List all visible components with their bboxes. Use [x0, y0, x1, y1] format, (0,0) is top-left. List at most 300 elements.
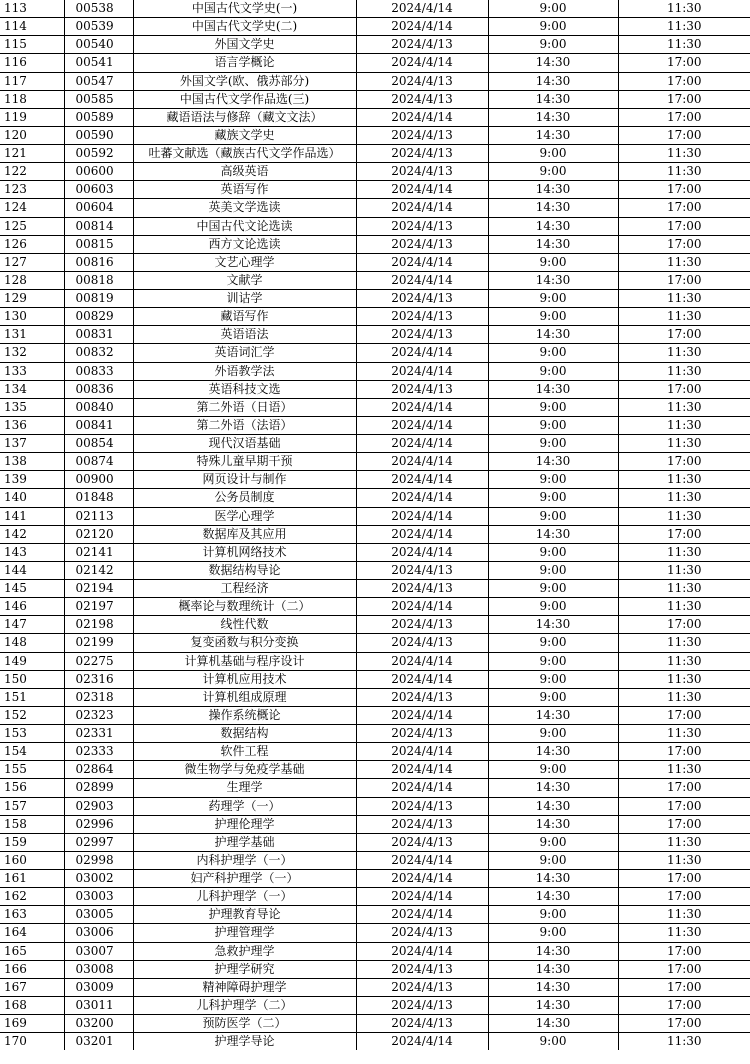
course-code-cell: 00538	[64, 0, 133, 18]
course-code-cell: 02899	[64, 779, 133, 797]
course-name-cell: 儿科护理学（二）	[133, 996, 356, 1014]
start-time-cell: 14:30	[488, 271, 618, 289]
course-code-cell: 00836	[64, 380, 133, 398]
table-row	[0, 199, 750, 217]
course-name-cell: 外国文学史	[133, 36, 356, 54]
course-name-cell: 藏语语法与修辞（藏文文法）	[133, 108, 356, 126]
end-time-cell: 11:30	[618, 833, 750, 851]
start-time-cell: 9:00	[488, 163, 618, 181]
exam-date-cell: 2024/4/14	[356, 851, 488, 869]
course-code-cell: 03009	[64, 978, 133, 996]
course-name-cell: 文艺心理学	[133, 253, 356, 271]
course-name-cell: 数据结构	[133, 725, 356, 743]
exam-date-cell: 2024/4/13	[356, 978, 488, 996]
row-number-cell: 167	[0, 978, 64, 996]
exam-date-cell: 2024/4/14	[356, 942, 488, 960]
course-name-cell: 中国古代文学史(一)	[133, 0, 356, 18]
table-row	[0, 833, 750, 851]
table-row	[0, 453, 750, 471]
exam-date-cell: 2024/4/13	[356, 924, 488, 942]
exam-date-cell: 2024/4/14	[356, 181, 488, 199]
course-name-cell: 医学心理学	[133, 507, 356, 525]
row-number-cell: 143	[0, 543, 64, 561]
table-row	[0, 634, 750, 652]
exam-date-cell: 2024/4/13	[356, 688, 488, 706]
exam-date-cell: 2024/4/14	[356, 271, 488, 289]
row-number-cell: 169	[0, 1015, 64, 1033]
end-time-cell: 17:00	[618, 181, 750, 199]
course-code-cell: 02331	[64, 725, 133, 743]
start-time-cell: 14:30	[488, 616, 618, 634]
course-code-cell: 03011	[64, 996, 133, 1014]
row-number-cell: 166	[0, 960, 64, 978]
course-name-cell: 线性代数	[133, 616, 356, 634]
exam-date-cell: 2024/4/14	[356, 761, 488, 779]
row-number-cell: 139	[0, 471, 64, 489]
course-code-cell: 00854	[64, 435, 133, 453]
exam-date-cell: 2024/4/14	[356, 543, 488, 561]
course-name-cell: 藏语写作	[133, 308, 356, 326]
start-time-cell: 14:30	[488, 888, 618, 906]
end-time-cell: 17:00	[618, 996, 750, 1014]
end-time-cell: 17:00	[618, 453, 750, 471]
table-row	[0, 290, 750, 308]
end-time-cell: 17:00	[618, 978, 750, 996]
exam-date-cell: 2024/4/13	[356, 308, 488, 326]
end-time-cell: 17:00	[618, 199, 750, 217]
course-name-cell: 内科护理学（一）	[133, 851, 356, 869]
row-number-cell: 131	[0, 326, 64, 344]
table-row	[0, 942, 750, 960]
course-code-cell: 00585	[64, 90, 133, 108]
exam-date-cell: 2024/4/13	[356, 1015, 488, 1033]
table-row	[0, 416, 750, 434]
start-time-cell: 9:00	[488, 0, 618, 18]
exam-date-cell: 2024/4/13	[356, 616, 488, 634]
course-name-cell: 藏族文学史	[133, 126, 356, 144]
row-number-cell: 124	[0, 199, 64, 217]
table-row	[0, 561, 750, 579]
row-number-cell: 159	[0, 833, 64, 851]
course-code-cell: 02113	[64, 507, 133, 525]
course-code-cell: 00818	[64, 271, 133, 289]
end-time-cell: 17:00	[618, 870, 750, 888]
course-name-cell: 护理伦理学	[133, 815, 356, 833]
exam-date-cell: 2024/4/14	[356, 706, 488, 724]
end-time-cell: 17:00	[618, 54, 750, 72]
course-name-cell: 英美文学选读	[133, 199, 356, 217]
start-time-cell: 9:00	[488, 435, 618, 453]
table-row	[0, 271, 750, 289]
course-code-cell: 02323	[64, 706, 133, 724]
start-time-cell: 14:30	[488, 108, 618, 126]
end-time-cell: 17:00	[618, 960, 750, 978]
exam-date-cell: 2024/4/14	[356, 743, 488, 761]
course-code-cell: 02333	[64, 743, 133, 761]
start-time-cell: 9:00	[488, 471, 618, 489]
course-name-cell: 英语科技文选	[133, 380, 356, 398]
end-time-cell: 17:00	[618, 126, 750, 144]
exam-date-cell: 2024/4/13	[356, 580, 488, 598]
start-time-cell: 9:00	[488, 36, 618, 54]
start-time-cell: 14:30	[488, 72, 618, 90]
exam-date-cell: 2024/4/14	[356, 670, 488, 688]
course-code-cell: 00833	[64, 362, 133, 380]
course-code-cell: 00604	[64, 199, 133, 217]
row-number-cell: 152	[0, 706, 64, 724]
table-row	[0, 598, 750, 616]
course-name-cell: 概率论与数理统计（二）	[133, 598, 356, 616]
start-time-cell: 14:30	[488, 326, 618, 344]
exam-date-cell: 2024/4/14	[356, 906, 488, 924]
start-time-cell: 14:30	[488, 815, 618, 833]
table-row	[0, 996, 750, 1014]
end-time-cell: 17:00	[618, 525, 750, 543]
course-name-cell: 预防医学（二）	[133, 1015, 356, 1033]
course-name-cell: 训诂学	[133, 290, 356, 308]
course-code-cell: 00815	[64, 235, 133, 253]
course-name-cell: 英语语法	[133, 326, 356, 344]
course-code-cell: 00841	[64, 416, 133, 434]
course-name-cell: 中国古代文学史(二)	[133, 18, 356, 36]
course-code-cell: 02996	[64, 815, 133, 833]
course-code-cell: 00900	[64, 471, 133, 489]
course-code-cell: 02275	[64, 652, 133, 670]
row-number-cell: 142	[0, 525, 64, 543]
exam-date-cell: 2024/4/14	[356, 471, 488, 489]
course-name-cell: 高级英语	[133, 163, 356, 181]
end-time-cell: 11:30	[618, 561, 750, 579]
table-row	[0, 743, 750, 761]
course-code-cell: 00589	[64, 108, 133, 126]
course-code-cell: 00831	[64, 326, 133, 344]
exam-date-cell: 2024/4/14	[356, 18, 488, 36]
row-number-cell: 140	[0, 489, 64, 507]
table-row	[0, 126, 750, 144]
row-number-cell: 157	[0, 797, 64, 815]
course-code-cell: 00840	[64, 398, 133, 416]
row-number-cell: 117	[0, 72, 64, 90]
start-time-cell: 14:30	[488, 870, 618, 888]
course-code-cell: 02141	[64, 543, 133, 561]
row-number-cell: 168	[0, 996, 64, 1014]
table-row	[0, 815, 750, 833]
end-time-cell: 11:30	[618, 36, 750, 54]
start-time-cell: 14:30	[488, 960, 618, 978]
table-row	[0, 435, 750, 453]
exam-date-cell: 2024/4/14	[356, 870, 488, 888]
start-time-cell: 14:30	[488, 54, 618, 72]
table-row	[0, 362, 750, 380]
end-time-cell: 11:30	[618, 761, 750, 779]
course-name-cell: 复变函数与积分变换	[133, 634, 356, 652]
row-number-cell: 144	[0, 561, 64, 579]
course-code-cell: 02997	[64, 833, 133, 851]
end-time-cell: 11:30	[618, 471, 750, 489]
table-row	[0, 489, 750, 507]
start-time-cell: 14:30	[488, 199, 618, 217]
end-time-cell: 17:00	[618, 942, 750, 960]
start-time-cell: 14:30	[488, 380, 618, 398]
course-name-cell: 生理学	[133, 779, 356, 797]
exam-date-cell: 2024/4/14	[356, 652, 488, 670]
row-number-cell: 160	[0, 851, 64, 869]
start-time-cell: 14:30	[488, 1015, 618, 1033]
end-time-cell: 11:30	[666, 1034, 702, 1049]
row-number-cell: 141	[0, 507, 64, 525]
start-time-cell: 14:30	[488, 743, 618, 761]
exam-date-cell: 2024/4/13	[356, 126, 488, 144]
end-time-cell: 11:30	[618, 580, 750, 598]
course-name-cell: 文献学	[133, 271, 356, 289]
exam-date-cell: 2024/4/14	[356, 888, 488, 906]
row-number-cell: 128	[0, 271, 64, 289]
row-number-cell: 134	[0, 380, 64, 398]
course-code-cell: 00829	[64, 308, 133, 326]
table-row	[0, 688, 750, 706]
row-number-cell: 120	[0, 126, 64, 144]
course-name-cell: 第二外语（法语）	[133, 416, 356, 434]
course-code-cell: 03002	[64, 870, 133, 888]
exam-date-cell: 2024/4/13	[356, 815, 488, 833]
start-time-cell: 9:00	[488, 290, 618, 308]
start-time-cell: 14:30	[488, 181, 618, 199]
table-row	[0, 706, 750, 724]
table-row	[0, 36, 750, 54]
start-time-cell: 9:00	[488, 543, 618, 561]
course-name-cell: 护理学研究	[133, 960, 356, 978]
course-name-cell: 计算机网络技术	[133, 543, 356, 561]
start-time-cell: 9:00	[488, 1033, 618, 1051]
end-time-cell: 11:30	[618, 416, 750, 434]
course-name-cell: 护理学导论	[133, 1033, 356, 1051]
exam-date-cell: 2024/4/14	[356, 489, 488, 507]
row-number-cell: 130	[0, 308, 64, 326]
course-name-cell: 第二外语（日语）	[133, 398, 356, 416]
end-time-cell: 17:00	[618, 326, 750, 344]
row-number-cell: 162	[0, 888, 64, 906]
end-time-cell: 17:00	[618, 235, 750, 253]
exam-date-cell: 2024/4/13	[356, 996, 488, 1014]
end-time-cell: 11:30	[618, 906, 750, 924]
course-code-cell: 00590	[64, 126, 133, 144]
row-number-cell: 123	[0, 181, 64, 199]
start-time-cell: 9:00	[488, 344, 618, 362]
start-time-cell: 9:00	[488, 398, 618, 416]
start-time-cell: 9:00	[488, 580, 618, 598]
course-name-cell: 计算机基础与程序设计	[133, 652, 356, 670]
start-time-cell: 14:30	[488, 942, 618, 960]
course-code-cell: 02199	[64, 634, 133, 652]
end-time-cell: 11:30	[618, 290, 750, 308]
course-name-cell: 吐蕃文献选（藏族古代文学作品选）	[133, 145, 356, 163]
course-code-cell: 03200	[64, 1015, 133, 1033]
end-time-cell: 11:30	[618, 851, 750, 869]
course-name-cell: 护理管理学	[133, 924, 356, 942]
course-name-cell: 中国古代文学作品选(三)	[133, 90, 356, 108]
end-time-cell: 17:00	[618, 888, 750, 906]
exam-date-cell: 2024/4/14	[356, 362, 488, 380]
end-time-cell: 11:30	[618, 688, 750, 706]
course-name-cell: 外语教学法	[133, 362, 356, 380]
end-time-cell: 11:30	[618, 634, 750, 652]
end-time-cell: 11:30	[618, 398, 750, 416]
exam-date-cell: 2024/4/13	[356, 960, 488, 978]
table-row	[0, 616, 750, 634]
start-time-cell: 14:30	[488, 797, 618, 815]
end-time-cell: 11:30	[618, 308, 750, 326]
table-row	[0, 18, 750, 36]
row-number-cell: 137	[0, 435, 64, 453]
start-time-cell: 9:00	[488, 308, 618, 326]
row-number-cell: 165	[0, 942, 64, 960]
exam-date-cell: 2024/4/13	[356, 797, 488, 815]
row-number-cell: 119	[0, 108, 64, 126]
end-time-cell: 17:00	[618, 616, 750, 634]
end-time-cell: 17:00	[618, 90, 750, 108]
start-time-cell: 9:00	[488, 145, 618, 163]
table-row	[0, 380, 750, 398]
course-code-cell: 02998	[64, 851, 133, 869]
table-row	[0, 181, 750, 199]
exam-date-cell: 2024/4/13	[356, 290, 488, 308]
row-number-cell: 154	[0, 743, 64, 761]
start-time-cell: 14:30	[488, 453, 618, 471]
table-row	[0, 235, 750, 253]
exam-date-cell: 2024/4/13	[356, 235, 488, 253]
start-time-cell: 9:00	[488, 489, 618, 507]
start-time-cell: 14:30	[488, 706, 618, 724]
end-time-cell: 11:30	[618, 0, 750, 18]
row-number-cell: 147	[0, 616, 64, 634]
table-row	[0, 978, 750, 996]
exam-date-cell: 2024/4/14	[356, 0, 488, 18]
table-row	[0, 870, 750, 888]
row-number-cell: 158	[0, 815, 64, 833]
start-time-cell: 9:00	[488, 924, 618, 942]
start-time-cell: 14:30	[488, 978, 618, 996]
end-time-cell: 11:30	[618, 489, 750, 507]
course-code-cell: 02197	[64, 598, 133, 616]
course-name-cell: 护理学基础	[133, 833, 356, 851]
course-name-cell: 微生物学与免疫学基础	[133, 761, 356, 779]
table-row	[0, 652, 750, 670]
table-row	[0, 851, 750, 869]
start-time-cell: 9:00	[488, 634, 618, 652]
row-number-cell: 127	[0, 253, 64, 271]
start-time-cell: 9:00	[488, 833, 618, 851]
exam-date-cell: 2024/4/13	[356, 380, 488, 398]
end-time-cell: 11:30	[618, 435, 750, 453]
exam-date-cell: 2024/4/14	[356, 344, 488, 362]
row-number-cell: 153	[0, 725, 64, 743]
row-number-cell: 145	[0, 580, 64, 598]
table-row	[0, 398, 750, 416]
row-number-cell: 126	[0, 235, 64, 253]
table-row	[0, 906, 750, 924]
end-time-cell: 17:00	[618, 815, 750, 833]
row-number-cell: 118	[0, 90, 64, 108]
start-time-cell: 9:00	[488, 851, 618, 869]
table-row	[0, 253, 750, 271]
course-name-cell: 西方文论选读	[133, 235, 356, 253]
table-row	[0, 344, 750, 362]
table-row	[0, 108, 750, 126]
course-code-cell: 00600	[64, 163, 133, 181]
exam-date-cell: 2024/4/14	[356, 435, 488, 453]
exam-date-cell: 2024/4/13	[356, 217, 488, 235]
start-time-cell: 9:00	[488, 906, 618, 924]
course-name-cell: 计算机应用技术	[133, 670, 356, 688]
row-number-cell: 138	[0, 453, 64, 471]
table-row	[0, 543, 750, 561]
course-code-cell: 02194	[64, 580, 133, 598]
exam-date-cell: 2024/4/14	[356, 398, 488, 416]
course-code-cell: 03008	[64, 960, 133, 978]
course-code-cell: 00832	[64, 344, 133, 362]
row-number-cell: 150	[0, 670, 64, 688]
end-time-cell: 11:30	[618, 163, 750, 181]
start-time-cell: 9:00	[488, 652, 618, 670]
course-name-cell: 工程经济	[133, 580, 356, 598]
start-time-cell: 14:30	[488, 779, 618, 797]
exam-date-cell: 2024/4/13	[356, 36, 488, 54]
end-time-cell: 17:00	[618, 72, 750, 90]
row-number-cell: 115	[0, 36, 64, 54]
course-name-cell: 特殊儿童早期干预	[133, 453, 356, 471]
row-number-cell: 133	[0, 362, 64, 380]
row-number-cell: 129	[0, 290, 64, 308]
end-time-cell: 11:30	[618, 725, 750, 743]
start-time-cell: 9:00	[488, 416, 618, 434]
end-time-cell: 11:30	[618, 543, 750, 561]
start-time-cell: 9:00	[488, 561, 618, 579]
course-name-cell: 软件工程	[133, 743, 356, 761]
table-row	[0, 779, 750, 797]
exam-date-cell: 2024/4/14	[356, 416, 488, 434]
table-row	[0, 888, 750, 906]
start-time-cell: 9:00	[488, 688, 618, 706]
end-time-cell: 17:00	[618, 743, 750, 761]
table-row	[0, 924, 750, 942]
course-code-cell: 00540	[64, 36, 133, 54]
exam-date-cell: 2024/4/13	[356, 725, 488, 743]
course-name-cell: 数据库及其应用	[133, 525, 356, 543]
end-time-cell: 17:00	[618, 1015, 750, 1033]
start-time-cell: 9:00	[488, 253, 618, 271]
end-time-cell: 11:30	[618, 924, 750, 942]
row-number-cell: 125	[0, 217, 64, 235]
exam-date-cell: 2024/4/13	[356, 833, 488, 851]
table-row	[0, 1033, 750, 1051]
table-row	[0, 1015, 750, 1033]
course-name-cell: 语言学概论	[133, 54, 356, 72]
start-time-cell: 9:00	[488, 18, 618, 36]
course-code-cell: 00592	[64, 145, 133, 163]
start-time-cell: 9:00	[488, 725, 618, 743]
course-name-cell: 公务员制度	[133, 489, 356, 507]
end-time-cell: 11:30	[618, 18, 750, 36]
start-time-cell: 14:30	[488, 217, 618, 235]
course-code-cell: 02198	[64, 616, 133, 634]
course-code-cell: 03007	[64, 942, 133, 960]
table-row	[0, 217, 750, 235]
end-time-cell: 11:30	[618, 598, 750, 616]
exam-date-cell: 2024/4/14	[356, 1033, 488, 1051]
end-time-cell: 17:00	[618, 706, 750, 724]
table-row	[0, 761, 750, 779]
table-row	[0, 797, 750, 815]
